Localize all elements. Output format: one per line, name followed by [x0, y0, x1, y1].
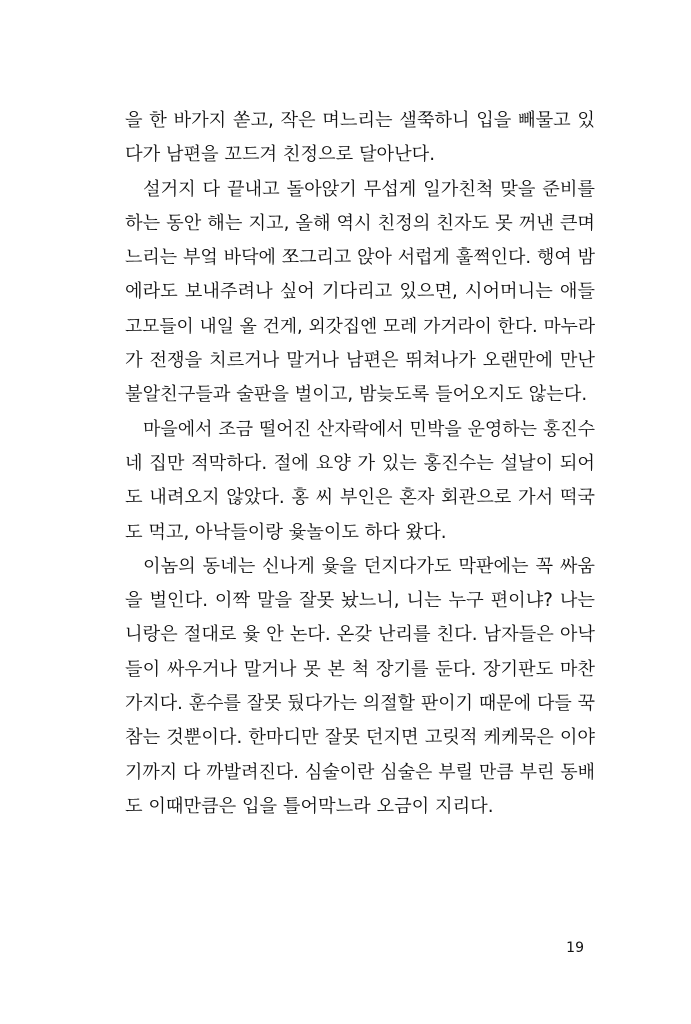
- text-line: 참는 것뿐이다. 한마디만 잘못 던지면 고릿적 케케묵은 이야: [125, 727, 595, 749]
- text-line: 가지다. 훈수를 잘못 뒀다가는 의절할 판이기 때문에 다들 꾹: [125, 693, 595, 715]
- text-line: 에라도 보내주려나 싶어 기다리고 있으면, 시어머니는 애들: [125, 281, 595, 303]
- text-line: 가 전쟁을 치르거나 말거나 남편은 뛰쳐나가 오랜만에 만난: [125, 350, 595, 372]
- text-line: 이놈의 동네는 신나게 윷을 던지다가도 막판에는 꼭 싸움: [143, 555, 595, 577]
- text-line: 다가 남편을 꼬드겨 친정으로 달아난다.: [125, 144, 436, 166]
- body-text: [125, 104, 595, 824]
- text-line: 느리는 부엌 바닥에 쪼그리고 앉아 서럽게 훌쩍인다. 행여 밤: [125, 247, 595, 269]
- text-line: 들이 싸우거나 말거나 못 본 척 장기를 둔다. 장기판도 마찬: [125, 658, 595, 680]
- text-line: 설거지 다 끝내고 돌아앉기 무섭게 일가친척 맞을 준비를: [143, 178, 595, 200]
- text-line: 을 벌인다. 이짝 말을 잘못 놨느니, 니는 누구 편이냐? 나는: [125, 590, 595, 612]
- text-line: 도 이때만큼은 입을 틀어막느라 오금이 지리다.: [125, 795, 494, 817]
- text-line: 마을에서 조금 떨어진 산자락에서 민박을 운영하는 홍진수: [143, 418, 595, 440]
- text-line: 하는 동안 해는 지고, 올해 역시 친정의 친자도 못 꺼낸 큰며: [125, 212, 595, 234]
- text-line: 도 내려오지 않았다. 홍 씨 부인은 혼자 회관으로 가서 떡국: [125, 487, 595, 509]
- text-line: 도 먹고, 아낙들이랑 윷놀이도 하다 왔다.: [125, 521, 447, 543]
- text-line: 고모들이 내일 올 건게, 외갓집엔 모레 가거라이 한다. 마누라: [125, 315, 595, 337]
- text-line: 니랑은 절대로 윷 안 논다. 온갖 난리를 친다. 남자들은 아낙: [125, 624, 595, 646]
- text-line: 네 집만 적막하다. 절에 요양 가 있는 홍진수는 설날이 되어: [125, 452, 595, 474]
- text-line: 기까지 다 까발려진다. 심술이란 심술은 부릴 만큼 부린 동배: [125, 761, 595, 783]
- text-line: 을 한 바가지 쏟고, 작은 며느리는 샐쭉하니 입을 빼물고 있: [125, 110, 595, 131]
- text-line: 불알친구들과 술판을 벌이고, 밤늦도록 들어오지도 않는다.: [125, 384, 588, 406]
- page-number: 19: [566, 940, 584, 956]
